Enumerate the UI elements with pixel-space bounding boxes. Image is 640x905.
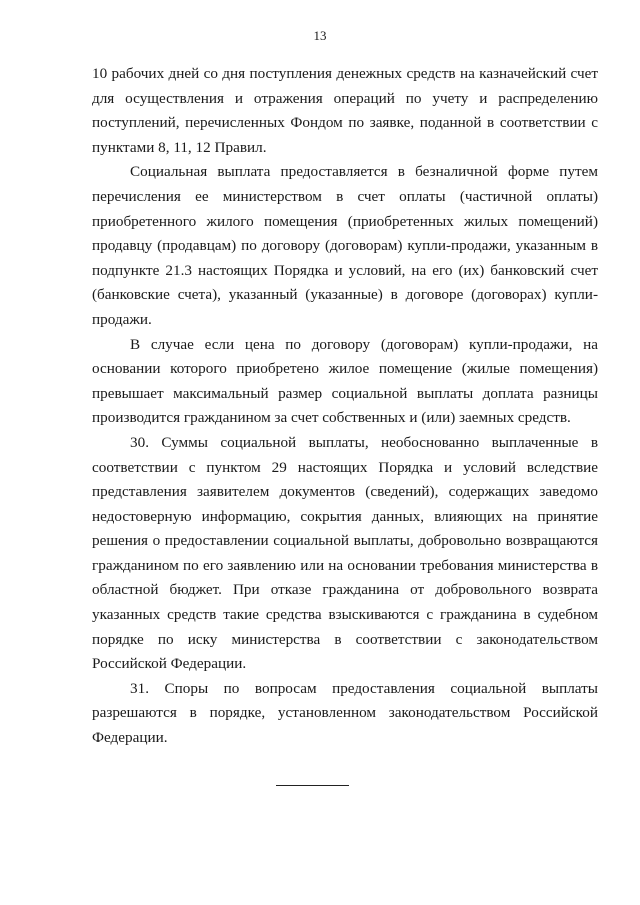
paragraph-price-difference: В случае если цена по договору (договорам) купли-продажи, на основании которого приобретено жилое помещение (жилые помещения) превышает максимальный размер социальной выплаты доплата разницы производится гражданином за счет собственных и (или) заемных средств. bbox=[92, 335, 598, 427]
paragraph-item-31: 31. Споры по вопросам предоставления социальной выплаты разрешаются в порядке, установленном законодательством Российской Федерации. bbox=[92, 679, 598, 747]
paragraph-item-30: 30. Суммы социальной выплаты, необоснованно выплаченные в соответствии с пунктом 29 настоящих Порядка и условий вследствие представления заявителем документов (сведений), содержащих заведомо недостоверную информацию, сокрытия данных, влияющих на принятие решения о предоставлении социальной выплаты, добровольно возвращаются гражданином по его заявлению или на основании требования министерства в областной бюджет. При отказе гражданина от добровольного возврата указанных средств такие средства взыскиваются с гражданина в судебном порядке по иску министерства в соответствии с законодательством Российской Федерации. bbox=[92, 433, 598, 673]
paragraph-payment-form: Социальная выплата предоставляется в безналичной форме путем перечисления ее министерством в счет оплаты (частичной оплаты) приобретенного жилого помещения (приобретенных жилых помещений) продавцу (продавцам) по договору (договорам) купли-продажи, указанным в подпункте 21.3 настоящих Порядка и условий, на его (их) банковский счет (банковские счета), указанный (указанные) в договоре (договорах) купли-продажи. bbox=[92, 163, 598, 328]
page-number: 13 bbox=[313, 28, 327, 43]
document-body bbox=[92, 62, 598, 751]
paragraph-continuation: 10 рабочих дней со дня поступления денежных средств на казначейский счет для осуществления и отражения операций по учету и распределению поступлений, перечисленных Фондом по заявке, поданной в соответствии с пунктами 8, 11, 12 Правил. bbox=[92, 65, 598, 156]
end-of-document-rule bbox=[276, 785, 349, 786]
